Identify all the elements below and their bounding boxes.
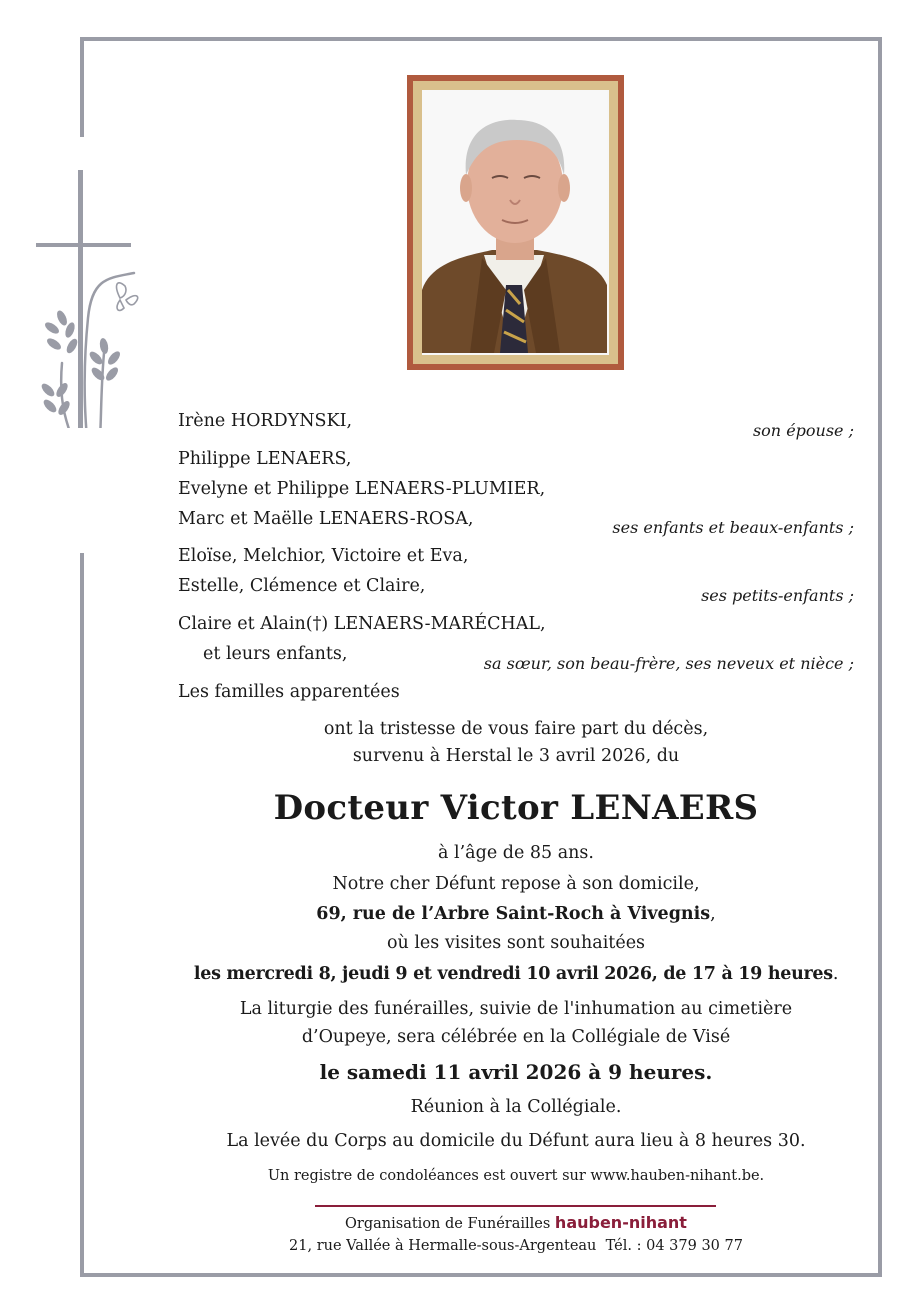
- frame-bottom: [80, 1273, 882, 1277]
- announcement-line: survenu à Herstal le 3 avril 2026, du: [352, 746, 680, 766]
- address-text: 69, rue de l’Arbre Saint-Roch à Vivegnis: [316, 904, 711, 924]
- liturgy-line: La liturgie des funérailles, suivie de l'inhumation au cimetière: [239, 999, 793, 1019]
- relation-label: sa sœur, son beau-frère, ses neveux et nièce ;: [483, 654, 854, 673]
- family-name-line: Eloïse, Melchior, Victoire et Eva,: [178, 546, 469, 566]
- family-name-line: Estelle, Clémence et Claire,: [178, 576, 426, 596]
- announcement-line: ont la tristesse de vous faire part du décès,: [323, 719, 709, 739]
- family-name-line: et leurs enfants,: [203, 644, 348, 664]
- funeral-date: le samedi 11 avril 2026 à 9 heures.: [319, 1060, 713, 1084]
- footer-org-label: Organisation de Funérailles: [345, 1216, 551, 1232]
- frame-top: [80, 37, 882, 41]
- footer-org-line: [80, 1213, 918, 1232]
- meeting-line: Réunion à la Collégiale.: [410, 1097, 622, 1117]
- family-name-line: Irène HORDYNSKI,: [178, 411, 353, 431]
- family-name-line: Les familles apparentées: [178, 682, 400, 702]
- footer-address-line: [80, 1238, 918, 1254]
- levee-line: La levée du Corps au domicile du Défunt aura lieu à 8 heures 30.: [226, 1131, 806, 1151]
- frame-left-upper: [80, 37, 84, 137]
- photo-frame: [407, 75, 624, 370]
- deceased-name: Docteur Victor LENAERS: [273, 788, 759, 828]
- brand-logo: hauben-nihant: [554, 1213, 687, 1232]
- frame-right: [878, 37, 882, 1277]
- relation-label: ses petits-enfants ;: [701, 586, 854, 605]
- portrait-illustration: [422, 90, 607, 353]
- footer-divider: [315, 1205, 716, 1207]
- family-name-line: Evelyne et Philippe LENAERS-PLUMIER,: [178, 479, 546, 499]
- age-line: à l’âge de 85 ans.: [438, 843, 594, 863]
- family-name-line: Marc et Maëlle LENAERS-ROSA,: [178, 509, 474, 529]
- visits-line: où les visites sont souhaitées: [386, 933, 646, 953]
- photo-mat: [413, 81, 618, 364]
- liturgy-line: d’Oupeye, sera célébrée en la Collégiale de Visé: [301, 1027, 731, 1047]
- family-name-line: Philippe LENAERS,: [178, 449, 352, 469]
- registry-line: Un registre de condoléances est ouvert sur www.hauben-nihant.be.: [267, 1168, 765, 1184]
- visit-dates-text: les mercredi 8, jeudi 9 et vendredi 10 avril 2026, de 17 à 19 heures: [193, 964, 833, 984]
- cross-floral-icon: [28, 168, 158, 428]
- visit-dates-punct: .: [832, 964, 839, 984]
- address-line: [80, 904, 918, 924]
- footer-address: 21, rue Vallée à Hermalle-sous-Argenteau: [289, 1238, 597, 1254]
- rest-line: Notre cher Défunt repose à son domicile,: [332, 874, 700, 894]
- visit-dates-line: [80, 964, 918, 984]
- footer-phone: Tél. : 04 379 30 77: [605, 1238, 743, 1254]
- relation-label: son épouse ;: [752, 421, 854, 440]
- family-name-line: Claire et Alain(†) LENAERS-MARÉCHAL,: [178, 614, 546, 634]
- portrait-photo: [422, 90, 609, 355]
- address-punct: ,: [710, 904, 716, 924]
- relation-label: ses enfants et beaux-enfants ;: [612, 518, 854, 537]
